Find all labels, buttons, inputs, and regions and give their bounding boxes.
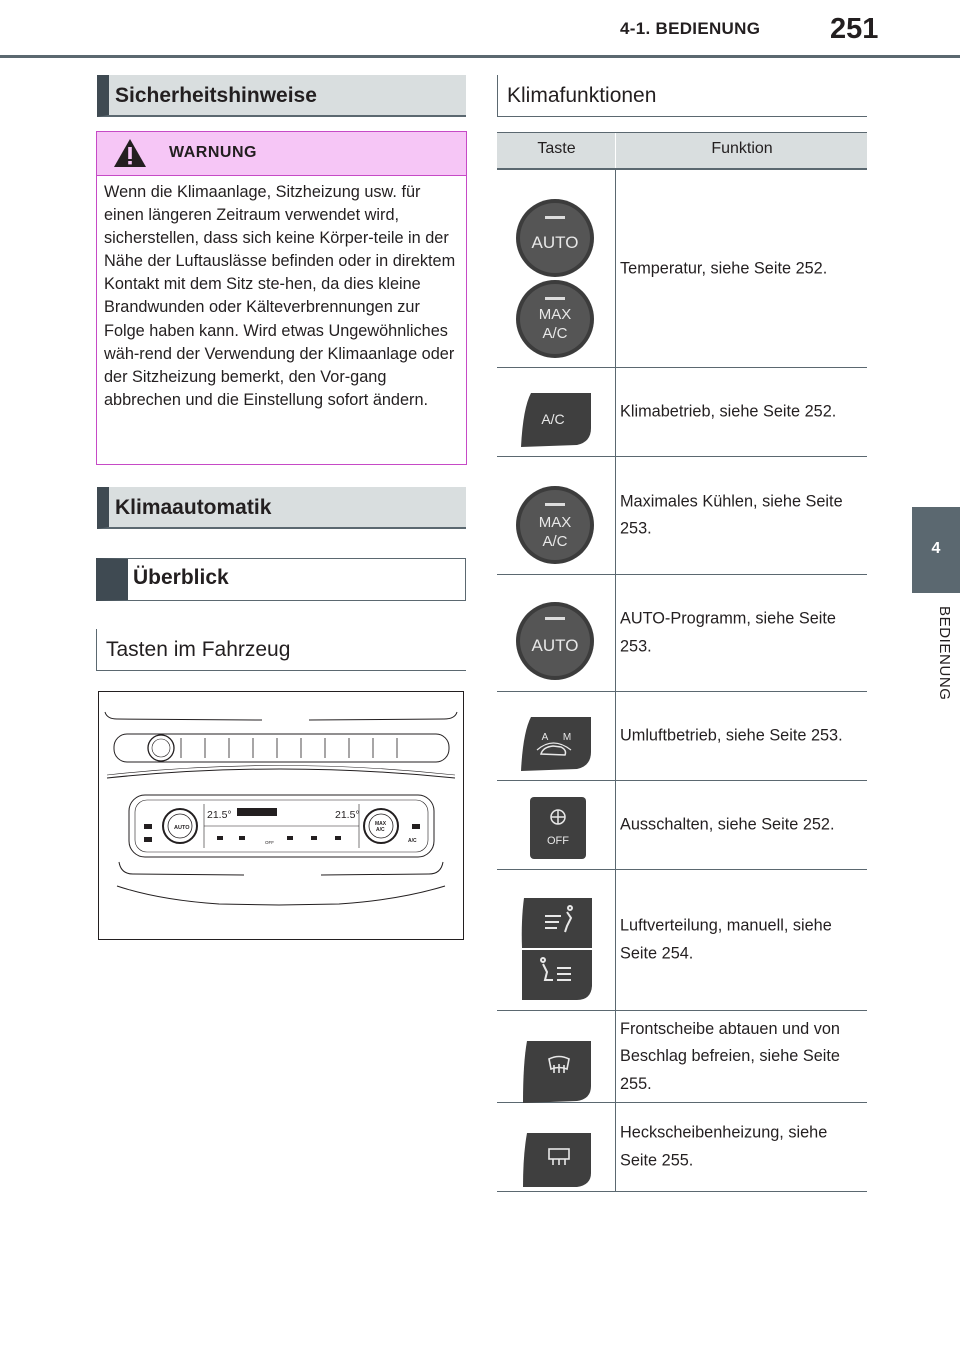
key-ac-label: A/C bbox=[542, 325, 568, 342]
table-row bbox=[497, 1011, 867, 1103]
key-cell bbox=[497, 781, 615, 869]
key-auto-label: AUTO bbox=[531, 636, 579, 655]
table-row bbox=[497, 1103, 867, 1192]
klimaautomatik-heading-text: Klimaautomatik bbox=[115, 496, 272, 519]
function-text: Umluftbetrieb, siehe Seite 253. bbox=[620, 726, 843, 745]
recirculation-button-icon bbox=[497, 692, 615, 781]
page-number: 251 bbox=[830, 13, 879, 45]
header-rule bbox=[0, 55, 960, 58]
warning-box bbox=[96, 131, 467, 465]
auto-button-icon bbox=[497, 575, 615, 692]
key-cell bbox=[497, 1103, 615, 1191]
function-text: Luftverteilung, manuell, siehe Seite 254. bbox=[620, 916, 832, 962]
table-header bbox=[497, 132, 867, 170]
table-row bbox=[497, 368, 867, 457]
column-header-function: Funktion bbox=[711, 140, 773, 157]
safety-heading bbox=[97, 75, 466, 117]
key-cell bbox=[497, 1011, 615, 1102]
panel-ac-label: A/C bbox=[408, 838, 417, 844]
warning-text: Wenn die Klimaanlage, Sitzheizung usw. für einen längeren Zeitraum verwendet wird, sicherstellen, dass sich keine Körper-teile in der Nähe der Luftauslässe befinden oder in direktem Kontakt mit dem Sitz ste-hen, da dies kleine Brandwunden oder Kälteverbrennungen zur Folge haben kann. Wird etwas Ungewöhnliches wäh-rend der Verwendung der Klimaanlage oder der Sitzheizung bemerkt, den Vor-gang abbrechen und die Einstellung sofort ändern. bbox=[104, 183, 456, 409]
max-ac-button-icon bbox=[497, 457, 615, 575]
warning-header bbox=[97, 132, 466, 176]
panel-temp-left: 21.5° bbox=[207, 809, 232, 821]
safety-heading-text: Sicherheitshinweise bbox=[115, 84, 317, 107]
buttons-heading-text: Tasten im Fahrzeug bbox=[106, 638, 291, 661]
key-a-label: A bbox=[541, 732, 549, 743]
panel-max-label: MAX bbox=[375, 821, 387, 827]
key-auto-label: AUTO bbox=[531, 233, 579, 252]
functions-heading bbox=[497, 75, 867, 117]
temperature-buttons-icon bbox=[497, 170, 615, 368]
chapter-number: 4 bbox=[931, 540, 941, 557]
functions-table bbox=[497, 132, 867, 1192]
warning-label: WARNUNG bbox=[169, 144, 257, 161]
rear-window-heating-button-icon bbox=[497, 1103, 615, 1192]
climate-panel-illustration bbox=[98, 691, 464, 940]
overview-heading bbox=[96, 558, 466, 601]
function-text: Heckscheibenheizung, siehe Seite 255. bbox=[620, 1123, 828, 1169]
ac-button-icon bbox=[497, 368, 615, 457]
key-max-label: MAX bbox=[538, 306, 572, 323]
key-cell bbox=[497, 692, 615, 780]
climate-panel-drawing bbox=[99, 692, 463, 939]
function-text: Frontscheibe abtauen und von Beschlag befreien, siehe Seite 255. bbox=[620, 1019, 840, 1093]
chapter-label: BEDIENUNG bbox=[936, 606, 953, 701]
function-text: Maximales Kühlen, siehe Seite 253. bbox=[620, 492, 843, 538]
section-header: 4-1. BEDIENUNG bbox=[620, 19, 761, 38]
table-row bbox=[497, 457, 867, 575]
key-cell bbox=[497, 170, 615, 367]
front-defrost-button-icon bbox=[497, 1011, 615, 1103]
panel-max-ac-label: A/C bbox=[376, 827, 385, 833]
klimaautomatik-heading bbox=[97, 487, 466, 529]
key-ac-label: A/C bbox=[541, 411, 565, 427]
table-row bbox=[497, 692, 867, 781]
key-cell bbox=[497, 870, 615, 1010]
key-off-label: OFF bbox=[547, 835, 569, 847]
key-m-label: M bbox=[562, 732, 572, 743]
panel-off-label: OFF bbox=[265, 840, 274, 845]
function-text: Ausschalten, siehe Seite 252. bbox=[620, 815, 835, 834]
warning-triangle-icon bbox=[113, 138, 147, 168]
overview-heading-text: Überblick bbox=[133, 566, 229, 589]
panel-temp-right: 21.5° bbox=[335, 809, 360, 821]
key-max-label: MAX bbox=[538, 514, 572, 531]
column-header-key: Taste bbox=[537, 140, 576, 157]
key-cell bbox=[497, 368, 615, 456]
table-row bbox=[497, 870, 867, 1011]
table-row bbox=[497, 781, 867, 870]
chapter-tab[interactable] bbox=[912, 507, 960, 593]
functions-heading-text: Klimafunktionen bbox=[507, 84, 657, 107]
function-text: Temperatur, siehe Seite 252. bbox=[620, 258, 828, 277]
function-text: AUTO-Programm, siehe Seite 253. bbox=[620, 609, 836, 655]
table-row bbox=[497, 575, 867, 692]
off-button-icon bbox=[497, 781, 615, 870]
key-cell bbox=[497, 457, 615, 574]
key-ac-label: A/C bbox=[542, 533, 568, 550]
panel-auto-label: AUTO bbox=[174, 825, 190, 831]
function-text: Klimabetrieb, siehe Seite 252. bbox=[620, 402, 837, 421]
table-row bbox=[497, 170, 867, 368]
key-cell bbox=[497, 575, 615, 691]
buttons-heading bbox=[96, 629, 466, 671]
air-distribution-buttons-icon bbox=[497, 870, 615, 1011]
